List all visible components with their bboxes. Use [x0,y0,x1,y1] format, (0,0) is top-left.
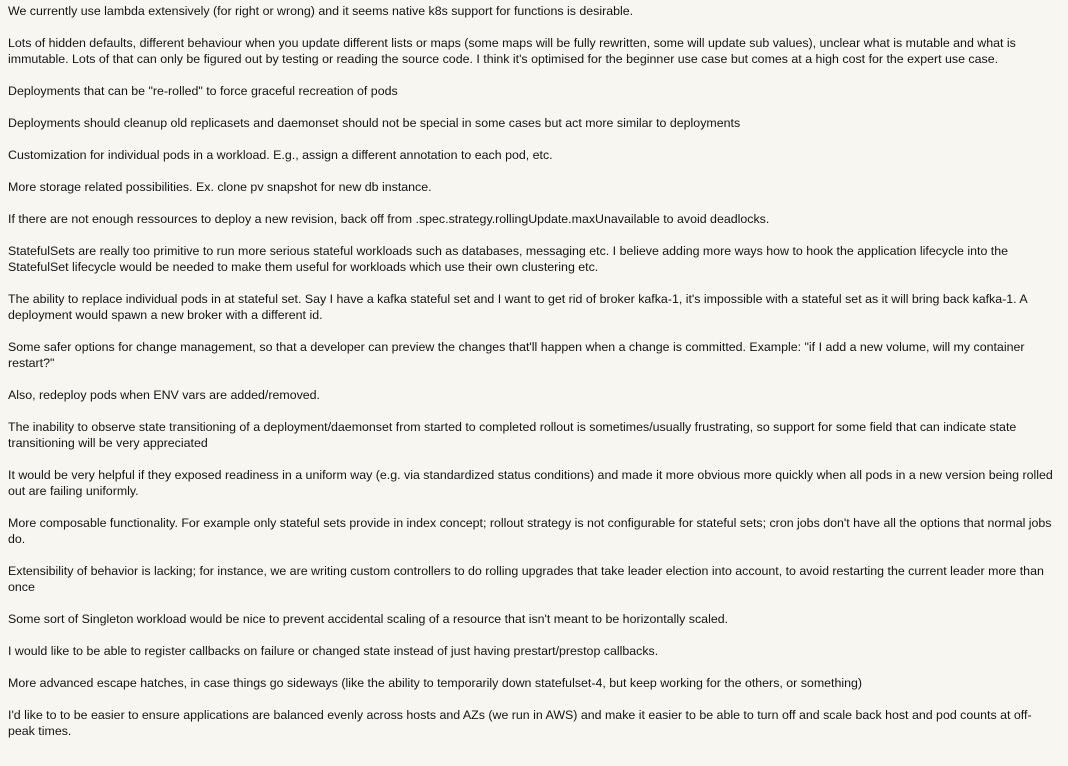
comment-list [8,3,1058,739]
comment-lambda: We currently use lambda extensively (for right or wrong) and it seems native k8s support for functions is desirable. [8,4,634,18]
comment-replace-individual-pods: The ability to replace individual pods in at stateful set. Say I have a kafka stateful set and I want to get rid of broker kafka-1, it's impossible with a stateful set as it will bring back kafka-1. A deployment would spawn a new broker with a different id. [8,292,1027,322]
comment-change-preview: Some safer options for change management, so that a developer can preview the changes that'll happen when a change is committed. Example: "if I add a new volume, will my container restart?" [8,340,1025,370]
comment-singleton-workload: Some sort of Singleton workload would be nice to prevent accidental scaling of a resource that isn't meant to be horizontally scaled. [8,612,729,626]
comment-composable-functionality: More composable functionality. For example only stateful sets provide in index concept; rollout strategy is not configurable for stateful sets; cron jobs don't have all the options that normal jobs do. [8,516,1052,546]
comment-rollout-state: The inability to observe state transitioning of a deployment/daemonset from started to completed rollout is sometimes/usually frustrating, so support for some field that can indicate state transitioning will be very appreciated [8,420,1017,450]
comment-hidden-defaults: Lots of hidden defaults, different behaviour when you update different lists or maps (some maps will be fully rewritten, some will update sub values), unclear what is mutable and what is immutable. Lots of that can only be figured out by testing or reading the source code. I think it's optimised for the beginner use case but comes at a high cost for the expert use case. [8,36,1016,66]
comment-extensibility: Extensibility of behavior is lacking; for instance, we are writing custom controllers to do rolling upgrades that take leader election into account, to avoid restarting the current leader more than once [8,564,1044,594]
comment-callbacks: I would like to be able to register callbacks on failure or changed state instead of just having prestart/prestop callbacks. [8,644,659,658]
comment-replicaset-cleanup: Deployments should cleanup old replicasets and daemonset should not be special in some cases but act more similar to deployments [8,116,741,130]
comment-storage-options: More storage related possibilities. Ex. clone pv snapshot for new db instance. [8,180,432,194]
comment-resource-backoff: If there are not enough ressources to deploy a new revision, back off from .spec.strategy.rollingUpdate.maxUnavailable to avoid deadlocks. [8,212,770,226]
comment-re-rolled-deployments: Deployments that can be "re-rolled" to force graceful recreation of pods [8,84,398,98]
comment-pod-customization: Customization for individual pods in a workload. E.g., assign a different annotation to each pod, etc. [8,148,553,162]
comment-statefulset-lifecycle: StatefulSets are really too primitive to run more serious stateful workloads such as databases, messaging etc. I believe adding more ways how to hook the application lifecycle into the StatefulSet lifecycle would be needed to make them useful for workloads which use their own clustering etc. [8,244,1009,274]
comment-readiness-conditions: It would be very helpful if they exposed readiness in a uniform way (e.g. via standardized status conditions) and made it more obvious more quickly when all pods in a new version being rolled out are failing uniformly. [8,468,1053,498]
comment-escape-hatches: More advanced escape hatches, in case things go sideways (like the ability to temporarily down statefulset-4, but keep working for the others, or something) [8,676,863,690]
comment-env-redeploy: Also, redeploy pods when ENV vars are added/removed. [8,388,321,402]
comment-balanced-scaling: I'd like to to be easier to ensure applications are balanced evenly across hosts and AZs (we run in AWS) and make it easier to be able to turn off and scale back host and pod counts at off-peak times. [8,708,1032,738]
